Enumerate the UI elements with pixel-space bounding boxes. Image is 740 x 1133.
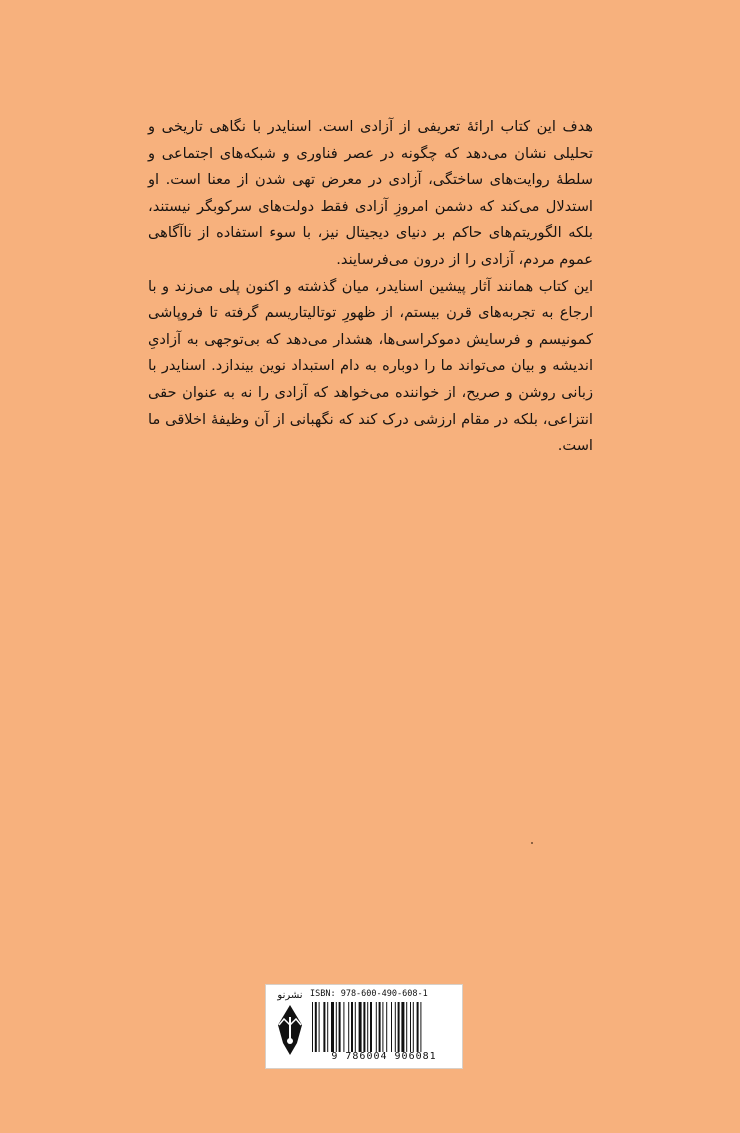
publisher-mark bbox=[272, 989, 308, 1063]
barcode-bar bbox=[312, 1002, 313, 1052]
barcode-bar bbox=[391, 1002, 392, 1052]
barcode-bar bbox=[420, 1002, 421, 1052]
barcode-bar bbox=[359, 1002, 362, 1052]
print-speck bbox=[531, 842, 533, 844]
barcode-bar bbox=[376, 1002, 377, 1052]
publisher-name: نشرنو bbox=[277, 990, 303, 1001]
barcode-bar bbox=[367, 1002, 368, 1052]
barcode-bar bbox=[336, 1002, 337, 1052]
barcode-bar bbox=[386, 1002, 387, 1052]
barcode-bar bbox=[331, 1002, 334, 1052]
barcode-bar bbox=[355, 1002, 356, 1052]
barcode-bar bbox=[395, 1002, 396, 1052]
barcode-bar bbox=[417, 1002, 419, 1052]
barcode-bar bbox=[351, 1002, 353, 1052]
barcode-bar bbox=[398, 1002, 400, 1052]
barcode-bar bbox=[382, 1002, 383, 1052]
barcode-number: 9 786004 906081 bbox=[331, 1051, 437, 1062]
barcode-bar bbox=[401, 1002, 404, 1052]
blurb-paragraph-1: هدف این کتاب ارائهٔ تعریفی از آزادی است. اسنایدر با نگاهی تاریخی و تحلیلی نشان می‌دهد که چگونه در عصر فناوری و شبکه‌های اجتماعی و سلطهٔ روایت‌های ساختگی، آزادی در معرض تهی شدن از معنا است. او استدلال می‌کند که دشمن امروزِ آزادی فقط دولت‌های سرکوبگر نیستند، بلکه الگوریتم‌های حاکم بر دنیای دیجیتال نیز، با سوء استفاده از ناآگاهی عموم مردم، آزادی را از درون می‌فرسایند. bbox=[148, 118, 593, 268]
barcode-bar bbox=[315, 1002, 317, 1052]
barcode-bar bbox=[370, 1002, 372, 1052]
barcode-bar bbox=[410, 1002, 411, 1052]
barcode-panel bbox=[265, 984, 463, 1069]
blurb-text bbox=[148, 114, 593, 460]
barcode-bar bbox=[413, 1002, 414, 1052]
blurb-paragraph-2: این کتاب همانند آثار پیشین اسنایدر، میان گذشته و اکنون پلی می‌زند و با ارجاع به تجربه‌های قرن بیستم، از ظهورِ توتالیتاریسم گرفته تا فروپاشی کمونیسم و فرسایش دموکراسی‌ها، هشدار می‌دهد که بی‌توجهی به آزادیِ اندیشه و بیان می‌تواند ما را دوباره به دام استبداد نوین بیندازد. اسنایدر با زبانی روشن و صریح، از خواننده می‌خواهد که آزادی را نه به عنوان حقی انتزاعی، بلکه در مقام ارزشی درک کند که نگهبانی از آن وظیفهٔ اخلاقی ما است. bbox=[148, 277, 593, 455]
barcode bbox=[310, 1002, 458, 1052]
barcode-bar bbox=[406, 1002, 407, 1052]
barcode-bar bbox=[379, 1002, 381, 1052]
barcode-bar bbox=[343, 1002, 344, 1052]
barcode-bar bbox=[323, 1002, 325, 1052]
isbn-label: ISBN: 978-600-490-608-1 bbox=[310, 989, 428, 999]
pen-nib-icon bbox=[275, 1003, 305, 1057]
barcode-bar bbox=[348, 1002, 349, 1052]
barcode-bar bbox=[339, 1002, 341, 1052]
barcode-bar bbox=[363, 1002, 365, 1052]
barcode-bar bbox=[327, 1002, 328, 1052]
barcode-bar bbox=[319, 1002, 320, 1052]
